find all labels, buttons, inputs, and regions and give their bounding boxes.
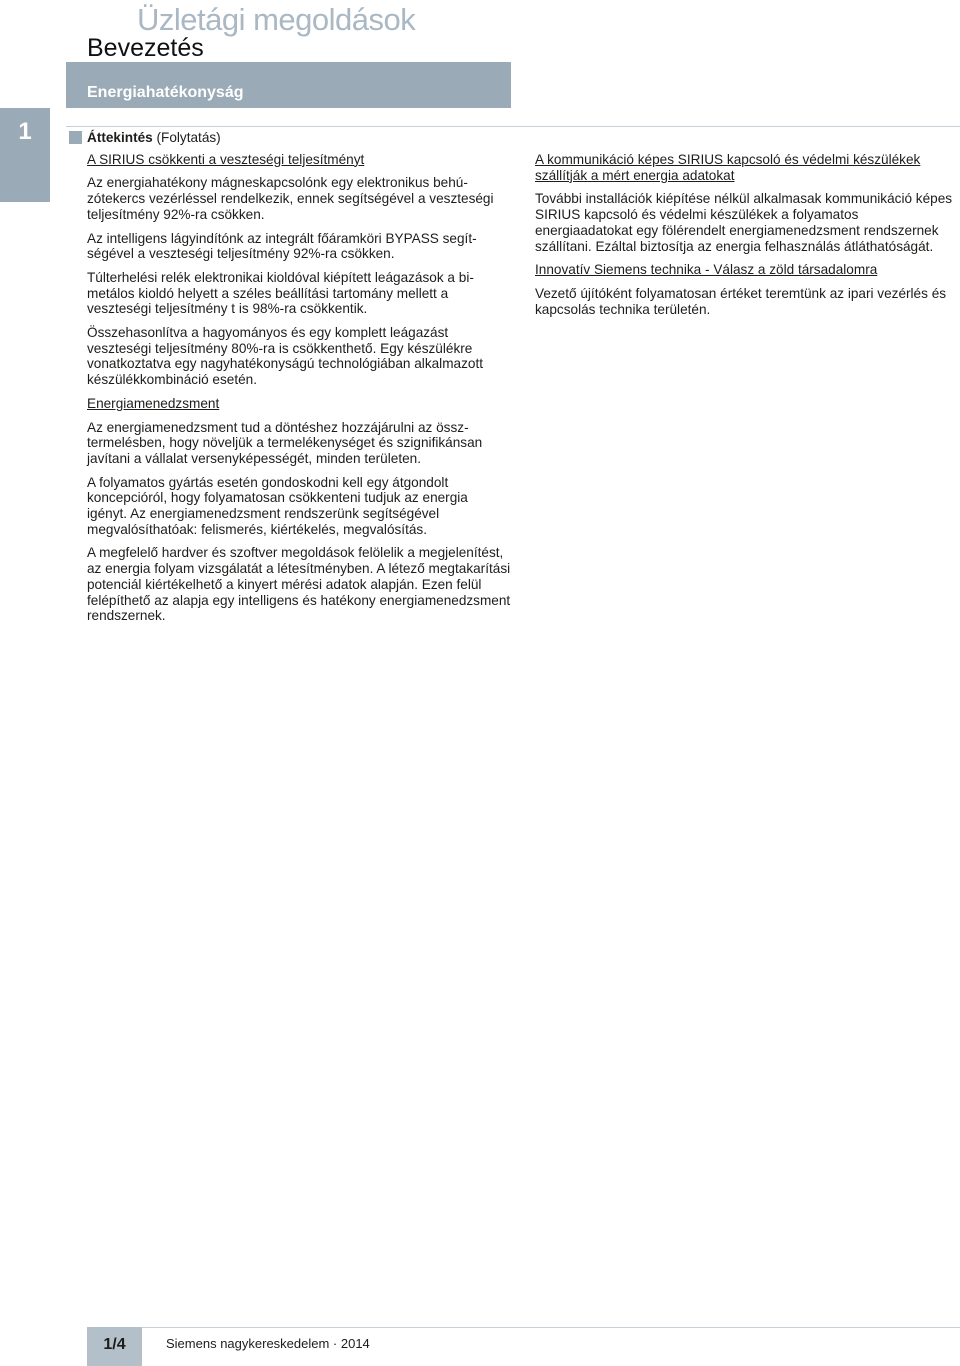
subheading-loss-power: A SIRIUS csökkenti a veszteségi teljesítményt [87, 151, 365, 167]
overview-heading-bold: Áttekintés [87, 130, 153, 145]
page-title: Üzletági megoldások [137, 2, 416, 37]
bottom-divider [87, 1327, 960, 1328]
section-title: Energiahatékonyság [87, 84, 244, 101]
section-title-bar [66, 62, 511, 108]
paragraph: A folyamatos gyártás esetén gondoskodni kell egy átgondolt koncepcióról, hogy folyamatosan csökkenteni tudjuk az energia igényt. Az energiamenedzsment rendszerünk segítségével megvalósíthatóak: felismerés, kiértékelés, megvalósítás. [87, 474, 468, 537]
page-number: 1/4 [103, 1336, 126, 1353]
overview-heading [87, 130, 511, 146]
subheading-communication: A kommunikáció képes SIRIUS kapcsoló és védelmi készülékek szállítják a mért energia adatokat [535, 152, 921, 183]
left-column [87, 130, 511, 632]
chapter-tab [0, 108, 50, 202]
right-column [535, 152, 956, 325]
paragraph: Összehasonlítva a hagyományos és egy komplett leágazást veszteségi teljesítmény 80%-ra is csökkenthető. Egy készülékre vonatkoztatva egy nagyhatékonyságú technológiában alkalmazott készülékkombináció esetén. [87, 325, 483, 388]
subheading-energy-management: Energiamenedzsment [87, 395, 220, 411]
paragraph: A megfelelő hardver és szoftver megoldások felölelik a megjelenítést, az energia folyam vizsgálatát a létesítményben. A létező megtakarítási potenciál kiértékelhető a kinyert mérési adatok alapján. Ezen felül felépíthető az alapja egy intelligens és hatékony energiamenedzsment rendszernek. [87, 545, 511, 624]
heading-marker-icon [69, 131, 82, 144]
page-number-box [87, 1327, 142, 1366]
footer-publisher: Siemens nagykereskedelem · 2014 [166, 1336, 370, 1351]
page-subtitle: Bevezetés [87, 34, 204, 62]
paragraph: Az intelligens lágyindítónk az integrált főáramköri BYPASS segítségével a veszteségi teljesítmény 92%-ra csökken. [87, 230, 477, 262]
subheading-innovative: Innovatív Siemens technika - Válasz a zöld társadalomra [535, 262, 878, 278]
paragraph: Vezető újítóként folyamatosan értéket teremtünk az ipari vezérlés és kapcsolás technika területén. [535, 285, 947, 317]
overview-heading-suffix: (Folytatás) [152, 130, 221, 145]
paragraph: Az energiamenedzsment tud a döntéshez hozzájárulni az össztermelésben, hogy növeljük a termelékenységet és szignifikánsan javítani a vállalat versenyképességét, minden területen. [87, 419, 483, 466]
paragraph: Az energiahatékony mágneskapcsolónk egy elektronikus behúzótekercs vezérléssel rendelkezik, ennek segítségével a veszteségi teljesítmény 92%-ra csökken. [87, 175, 494, 222]
top-divider [66, 126, 960, 127]
paragraph: További installációk kiépítése nélkül alkalmasak kommunikáció képes SIRIUS kapcsoló és védelmi készülékek a folyamatos energiaadatokat egy fölérendelt energiamenedzsment rendszernek szállítani. Ezáltal biztosítja az energia felhasználás átláthatóságát. [535, 191, 953, 254]
paragraph: Túlterhelési relék elektronikai kioldóval kiépített leágazások a bimetálos kioldó helyett a széles beállítási tartomány mellett a veszteségi teljesítmény t is 98%-ra csökkentik. [87, 269, 474, 317]
chapter-number: 1 [18, 118, 32, 145]
